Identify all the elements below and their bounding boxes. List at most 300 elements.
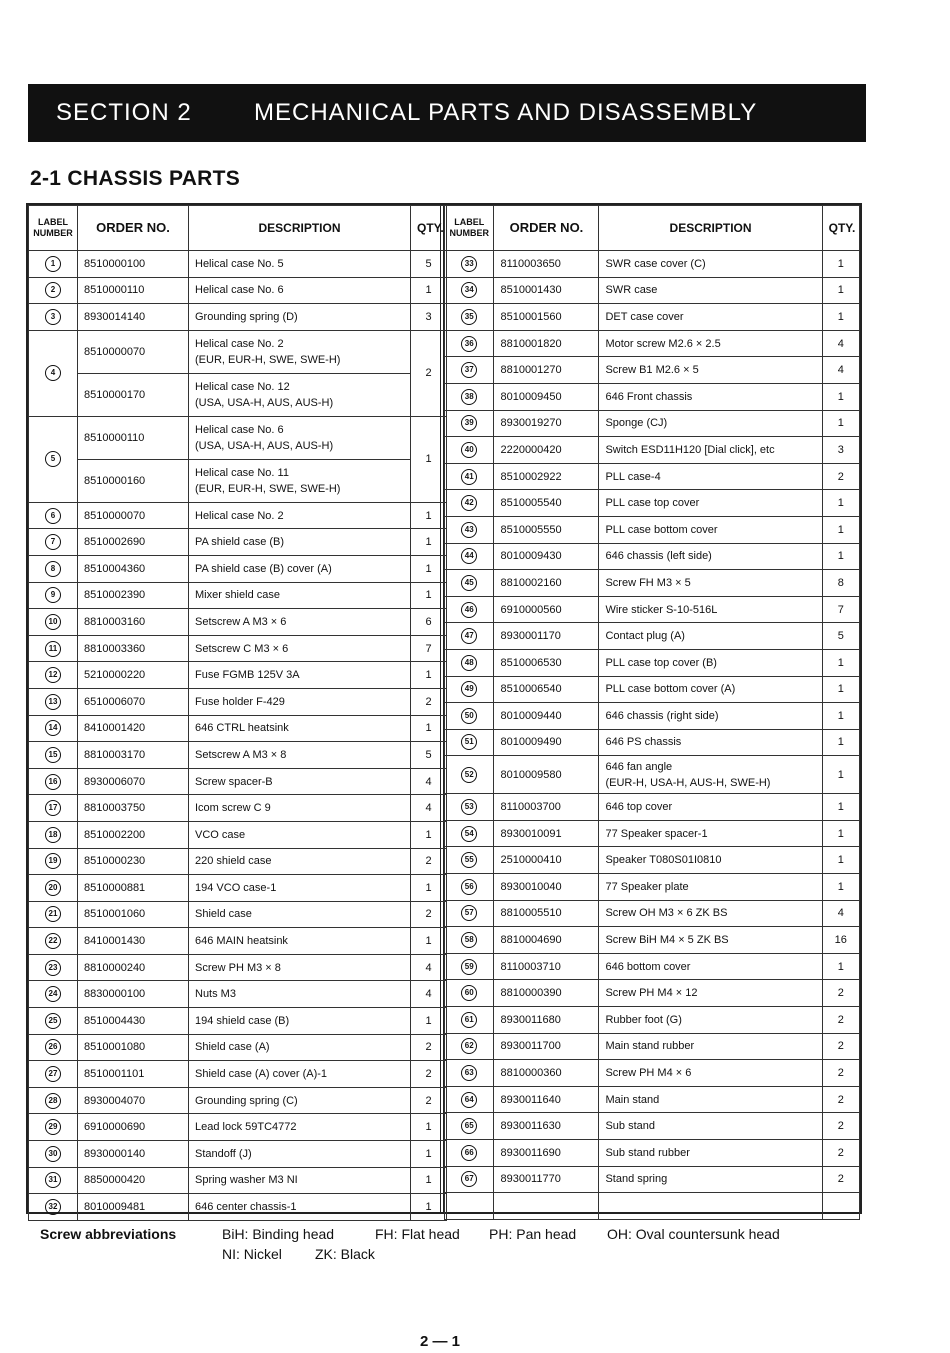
- description-cell: [189, 373, 411, 416]
- description-text: Sponge (CJ): [605, 417, 668, 430]
- table-row: [29, 1087, 447, 1114]
- table-row: [29, 373, 447, 416]
- qty-cell: 1: [822, 251, 859, 278]
- order-no-cell: 8810003160: [78, 609, 189, 636]
- table-row: [29, 529, 447, 556]
- description-text: Helical case No. 2: [195, 509, 284, 522]
- description-text: 646 CTRL heatsink: [195, 722, 289, 735]
- qty-cell: 4: [411, 981, 447, 1008]
- description-text: Motor screw M2.6 × 2.5: [605, 337, 721, 350]
- description-note: (EUR-H, USA-H, AUS-H, SWE-H): [605, 776, 771, 789]
- description-cell: [599, 794, 822, 821]
- description-cell: [599, 543, 822, 570]
- table-row: [445, 729, 860, 756]
- description-cell: [599, 516, 822, 543]
- label-cell: [445, 900, 494, 927]
- description-text: Wire sticker S-10-516L: [605, 603, 718, 616]
- description-text: 646 bottom cover: [605, 960, 691, 973]
- qty-cell: 1: [411, 416, 447, 502]
- qty-cell: 8: [822, 570, 859, 597]
- label-number-circle: 20: [45, 880, 61, 896]
- description-cell: [599, 847, 822, 874]
- label-number-circle: 26: [45, 1039, 61, 1055]
- label-cell: [29, 1141, 78, 1168]
- description-text: Fuse FGMB 125V 3A: [195, 669, 300, 682]
- qty-cell: 1: [411, 582, 447, 609]
- table-row: [445, 596, 860, 623]
- label-cell: [29, 555, 78, 582]
- label-number-circle: 4: [45, 365, 61, 381]
- description-cell: [189, 330, 411, 373]
- qty-cell: 2: [822, 1060, 859, 1087]
- qty-cell: 2: [822, 1166, 859, 1193]
- label-number-circle: 43: [461, 522, 477, 538]
- table-row: [29, 502, 447, 529]
- qty-cell: 4: [411, 768, 447, 795]
- description-text: Helical case No. 11: [195, 466, 289, 479]
- label-cell: [445, 980, 494, 1007]
- qty-cell: 5: [822, 623, 859, 650]
- qty-cell: [822, 1193, 859, 1220]
- order-no-cell: 8510000070: [78, 330, 189, 373]
- label-number-circle: 32: [45, 1199, 61, 1215]
- qty-cell: 1: [822, 490, 859, 517]
- table-row: [29, 635, 447, 662]
- description-text: Standoff (J): [195, 1147, 252, 1160]
- qty-cell: 4: [411, 954, 447, 981]
- description-text: DET case cover: [605, 310, 684, 323]
- label-number-circle: 3: [45, 309, 61, 325]
- order-no-cell: 8510001430: [494, 277, 599, 304]
- table-row: [445, 676, 860, 703]
- qty-cell: 16: [822, 927, 859, 954]
- order-no-cell: 8010009481: [78, 1194, 189, 1221]
- label-cell: [445, 1193, 494, 1220]
- label-number-circle: 51: [461, 734, 477, 750]
- table-row: [29, 688, 447, 715]
- description-text: Screw OH M3 × 6 ZK BS: [605, 907, 728, 920]
- table-row: [445, 1166, 860, 1193]
- label-number-circle: 65: [461, 1118, 477, 1134]
- label-number-circle: 60: [461, 985, 477, 1001]
- description-cell: [189, 715, 411, 742]
- label-cell: [445, 330, 494, 357]
- order-no-cell: 8510002200: [78, 821, 189, 848]
- table-row: [29, 1034, 447, 1061]
- label-number-circle: 64: [461, 1092, 477, 1108]
- label-number-circle: 18: [45, 827, 61, 843]
- abbreviation-item: NI: Nickel: [222, 1246, 282, 1262]
- table-row: [445, 953, 860, 980]
- table-row: [29, 304, 447, 331]
- description-text: Fuse holder F-429: [195, 695, 285, 708]
- label-cell: [29, 688, 78, 715]
- order-no-cell: 8810000390: [494, 980, 599, 1007]
- description-cell: [599, 1007, 822, 1034]
- qty-cell: 1: [822, 649, 859, 676]
- description-text: Helical case No. 6: [195, 423, 284, 436]
- label-cell: [445, 756, 494, 794]
- qty-cell: 2: [411, 688, 447, 715]
- description-text: Helical case No. 2: [195, 337, 284, 350]
- description-text: Shield case (A) cover (A)-1: [195, 1068, 328, 1081]
- label-cell: [445, 820, 494, 847]
- description-cell: [189, 1114, 411, 1141]
- qty-cell: 4: [822, 330, 859, 357]
- description-text: Screw B1 M2.6 × 5: [605, 364, 699, 377]
- order-no-cell: 8510002390: [78, 582, 189, 609]
- description-cell: [189, 459, 411, 502]
- label-cell: [29, 662, 78, 689]
- order-no-cell: 8510000230: [78, 848, 189, 875]
- description-cell: [599, 490, 822, 517]
- label-number-circle: 14: [45, 720, 61, 736]
- description-cell: [189, 1061, 411, 1088]
- description-text: Shield case (A): [195, 1041, 270, 1054]
- description-cell: [599, 437, 822, 464]
- qty-cell: 1: [822, 729, 859, 756]
- description-text: Setscrew A M3 × 8: [195, 748, 287, 761]
- order-no-cell: [494, 1193, 599, 1220]
- description-cell: [599, 1113, 822, 1140]
- qty-cell: 1: [411, 662, 447, 689]
- order-no-cell: 8510001101: [78, 1061, 189, 1088]
- label-number-circle: 41: [461, 469, 477, 485]
- description-cell: [189, 251, 411, 278]
- description-note: (EUR, EUR-H, SWE, SWE-H): [195, 482, 341, 495]
- order-no-cell: 8510000160: [78, 459, 189, 502]
- table-row: [29, 459, 447, 502]
- qty-cell: 2: [822, 1007, 859, 1034]
- qty-cell: 3: [411, 304, 447, 331]
- label-cell: [29, 1008, 78, 1035]
- order-no-cell: 8930006070: [78, 768, 189, 795]
- description-cell: [189, 555, 411, 582]
- order-no-cell: 8810001270: [494, 357, 599, 384]
- order-no-cell: 8510001560: [494, 304, 599, 331]
- order-no-cell: 8810002160: [494, 570, 599, 597]
- table-row: [29, 662, 447, 689]
- label-cell: [445, 463, 494, 490]
- label-number-circle: 66: [461, 1145, 477, 1161]
- description-text: PLL case bottom cover (A): [605, 683, 736, 696]
- label-cell: [29, 981, 78, 1008]
- table-row: [445, 847, 860, 874]
- qty-cell: 1: [822, 383, 859, 410]
- label-number-circle: 27: [45, 1066, 61, 1082]
- order-no-cell: 6910000690: [78, 1114, 189, 1141]
- table-row: [445, 543, 860, 570]
- order-no-cell: 8510002922: [494, 463, 599, 490]
- label-number-circle: 55: [461, 852, 477, 868]
- label-cell: [29, 954, 78, 981]
- label-cell: [445, 516, 494, 543]
- label-number-circle: 61: [461, 1012, 477, 1028]
- page-number: 2 — 1: [420, 1333, 461, 1350]
- label-number-circle: 62: [461, 1038, 477, 1054]
- label-number-circle: 23: [45, 960, 61, 976]
- subsection-heading: 2-1 CHASSIS PARTS: [30, 167, 241, 190]
- table-row: [29, 555, 447, 582]
- description-cell: [189, 1141, 411, 1168]
- description-cell: [599, 649, 822, 676]
- description-cell: [189, 954, 411, 981]
- description-text: 194 shield case (B): [195, 1014, 290, 1027]
- qty-cell: 1: [822, 794, 859, 821]
- table-row: [445, 463, 860, 490]
- description-cell: [189, 821, 411, 848]
- order-no-cell: 8010009430: [494, 543, 599, 570]
- label-cell: [29, 1034, 78, 1061]
- description-text: Main stand: [605, 1093, 660, 1106]
- order-no-cell: 8510005550: [494, 516, 599, 543]
- qty-cell: 1: [822, 703, 859, 730]
- table-row: [29, 981, 447, 1008]
- order-no-cell: 8110003710: [494, 953, 599, 980]
- table-row: [445, 1086, 860, 1113]
- qty-cell: 1: [411, 928, 447, 955]
- label-cell: [445, 304, 494, 331]
- label-number-circle: 59: [461, 959, 477, 975]
- table-row: [445, 251, 860, 278]
- qty-cell: 3: [822, 437, 859, 464]
- order-no-cell: 8930010040: [494, 874, 599, 901]
- order-no-cell: 6510006070: [78, 688, 189, 715]
- order-no-cell: 8510000100: [78, 251, 189, 278]
- description-text: Sub stand: [605, 1120, 656, 1133]
- description-cell: [189, 981, 411, 1008]
- description-text: Grounding spring (D): [195, 310, 298, 323]
- abbreviation-item: PH: Pan head: [489, 1226, 577, 1242]
- label-cell: [445, 623, 494, 650]
- qty-cell: 6: [411, 609, 447, 636]
- qty-cell: 1: [822, 410, 859, 437]
- qty-cell: 1: [411, 1114, 447, 1141]
- label-cell: [29, 277, 78, 304]
- section-title: MECHANICAL PARTS AND DISASSEMBLY: [254, 99, 758, 126]
- label-cell: [29, 251, 78, 278]
- order-no-cell: 8510005540: [494, 490, 599, 517]
- order-no-cell: 6910000560: [494, 596, 599, 623]
- abbreviation-item: ZK: Black: [315, 1246, 375, 1262]
- label-number-circle: 48: [461, 655, 477, 671]
- order-no-cell: 8510002690: [78, 529, 189, 556]
- description-text: 646 top cover: [605, 801, 673, 814]
- order-no-cell: 8810003170: [78, 742, 189, 769]
- description-cell: [599, 820, 822, 847]
- description-cell: [599, 1086, 822, 1113]
- label-number-circle: 33: [461, 256, 477, 272]
- qty-cell: 2: [822, 980, 859, 1007]
- description-text: 77 Speaker plate: [605, 880, 689, 893]
- label-number-circle: 58: [461, 932, 477, 948]
- label-cell: [445, 1033, 494, 1060]
- label-number-circle: 10: [45, 614, 61, 630]
- description-cell: [599, 953, 822, 980]
- description-cell: [189, 277, 411, 304]
- order-no-cell: 8810003750: [78, 795, 189, 822]
- table-row: [29, 821, 447, 848]
- description-cell: [189, 1194, 411, 1221]
- order-no-cell: 8850000420: [78, 1167, 189, 1194]
- description-cell: [599, 1033, 822, 1060]
- label-cell: [445, 437, 494, 464]
- parts-tables: [26, 203, 862, 1214]
- qty-cell: 4: [411, 795, 447, 822]
- order-no-cell: 8810000360: [494, 1060, 599, 1087]
- table-row: [445, 410, 860, 437]
- label-cell: [445, 729, 494, 756]
- qty-cell: 2: [822, 1086, 859, 1113]
- table-row: [29, 582, 447, 609]
- header-row: [29, 206, 447, 251]
- label-cell: [29, 304, 78, 331]
- qty-cell: 7: [822, 596, 859, 623]
- label-cell: [29, 875, 78, 902]
- description-cell: [599, 1060, 822, 1087]
- description-text: PLL case top cover (B): [605, 656, 717, 669]
- qty-cell: 1: [822, 820, 859, 847]
- label-number-circle: 63: [461, 1065, 477, 1081]
- description-text: Lead lock 59TC4772: [195, 1121, 297, 1134]
- label-number-circle: 47: [461, 628, 477, 644]
- qty-cell: 1: [822, 874, 859, 901]
- label-number-circle: 16: [45, 774, 61, 790]
- order-no-cell: 8810000240: [78, 954, 189, 981]
- description-text: 646 chassis (right side): [605, 709, 719, 722]
- description-header: DESCRIPTION: [189, 206, 411, 251]
- table-row: [445, 516, 860, 543]
- description-cell: [599, 330, 822, 357]
- table-row: [445, 1060, 860, 1087]
- table-row: [29, 715, 447, 742]
- description-text: Spring washer M3 NI: [195, 1174, 298, 1187]
- qty-header: QTY.: [411, 206, 447, 251]
- label-cell: [29, 635, 78, 662]
- description-cell: [599, 1166, 822, 1193]
- table-row: [445, 756, 860, 794]
- description-cell: [599, 756, 822, 794]
- description-text: Helical case No. 5: [195, 257, 284, 270]
- table-row: [445, 437, 860, 464]
- order-no-cell: 8410001430: [78, 928, 189, 955]
- label-number-circle: 42: [461, 495, 477, 511]
- label-number-circle: 21: [45, 906, 61, 922]
- description-text: Grounding spring (C): [195, 1094, 298, 1107]
- description-cell: [599, 463, 822, 490]
- description-cell: [599, 729, 822, 756]
- description-cell: [189, 582, 411, 609]
- label-number-circle: 1: [45, 256, 61, 272]
- description-text: PLL case-4: [605, 470, 661, 483]
- table-row: [29, 330, 447, 373]
- table-row: [445, 570, 860, 597]
- label-cell: [29, 529, 78, 556]
- description-cell: [189, 502, 411, 529]
- table-row: [29, 1061, 447, 1088]
- description-text: SWR case cover (C): [605, 257, 706, 270]
- qty-cell: 1: [411, 715, 447, 742]
- description-text: VCO case: [195, 828, 246, 841]
- order-no-cell: 2510000410: [494, 847, 599, 874]
- order-no-cell: 8510000110: [78, 277, 189, 304]
- description-cell: [599, 357, 822, 384]
- description-cell: [599, 980, 822, 1007]
- description-cell: [189, 416, 411, 459]
- table-row: [29, 768, 447, 795]
- qty-cell: 2: [822, 1113, 859, 1140]
- label-number-circle: 39: [461, 415, 477, 431]
- qty-cell: 1: [411, 1008, 447, 1035]
- qty-cell: 1: [822, 304, 859, 331]
- description-text: Screw BiH M4 × 5 ZK BS: [605, 934, 729, 947]
- label-number-circle: 35: [461, 309, 477, 325]
- label-number-circle: 11: [45, 641, 61, 657]
- table-row: [445, 357, 860, 384]
- label-cell: [29, 715, 78, 742]
- order-no-cell: 8010009450: [494, 383, 599, 410]
- label-number-circle: 37: [461, 362, 477, 378]
- label-cell: [29, 416, 78, 502]
- abbreviation-item: BiH: Binding head: [222, 1226, 335, 1242]
- description-text: Icom screw C 9: [195, 802, 271, 815]
- qty-cell: 1: [411, 1141, 447, 1168]
- section-banner: [28, 84, 866, 142]
- table-row: [29, 928, 447, 955]
- description-text: 646 MAIN heatsink: [195, 935, 288, 948]
- table-row: [29, 416, 447, 459]
- label-number-circle: 50: [461, 708, 477, 724]
- description-text: Setscrew C M3 × 6: [195, 642, 289, 655]
- description-cell: [599, 1193, 822, 1220]
- order-no-cell: 8930011700: [494, 1033, 599, 1060]
- label-cell: [445, 1086, 494, 1113]
- description-text: 646 PS chassis: [605, 736, 682, 749]
- description-text: Helical case No. 12: [195, 380, 290, 393]
- table-row: [445, 874, 860, 901]
- description-cell: [599, 251, 822, 278]
- label-number-circle: 22: [45, 933, 61, 949]
- label-cell: [29, 502, 78, 529]
- table-row: [29, 1114, 447, 1141]
- description-text: PLL case bottom cover: [605, 523, 718, 536]
- order-no-cell: 8510000110: [78, 416, 189, 459]
- table-row: [445, 277, 860, 304]
- table-row: [29, 1141, 447, 1168]
- description-cell: [189, 662, 411, 689]
- qty-cell: 1: [822, 953, 859, 980]
- description-cell: [189, 688, 411, 715]
- label-number-circle: 25: [45, 1013, 61, 1029]
- label-cell: [445, 357, 494, 384]
- description-cell: [189, 1008, 411, 1035]
- qty-cell: 1: [822, 847, 859, 874]
- table-row: [29, 848, 447, 875]
- label-cell: [445, 847, 494, 874]
- description-cell: [599, 570, 822, 597]
- table-row: [29, 875, 447, 902]
- description-text: PA shield case (B): [195, 536, 285, 549]
- order-no-cell: 8510001060: [78, 901, 189, 928]
- description-text: Contact plug (A): [605, 630, 685, 643]
- qty-cell: 4: [822, 357, 859, 384]
- label-cell: [29, 848, 78, 875]
- order-no-cell: 8930001170: [494, 623, 599, 650]
- description-cell: [599, 874, 822, 901]
- description-cell: [189, 1167, 411, 1194]
- label-cell: [445, 543, 494, 570]
- description-cell: [599, 1140, 822, 1167]
